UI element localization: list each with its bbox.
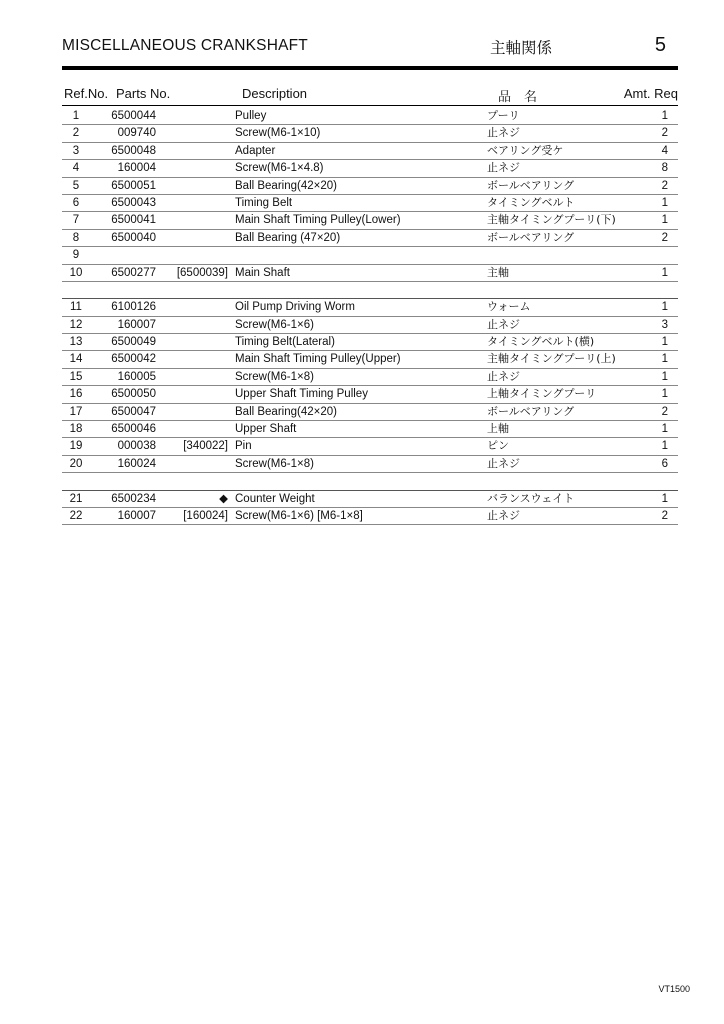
cell-description: Timing Belt (235, 196, 293, 209)
cell-ref-no: 2 (72, 127, 80, 140)
cell-amount: 1 (661, 388, 668, 401)
cell-description: Upper Shaft Timing Pulley (235, 388, 368, 401)
page-title: MISCELLANEOUS CRANKSHAFT (62, 37, 308, 54)
cell-amount: 1 (661, 266, 668, 279)
cell-amount: 1 (661, 492, 668, 505)
cell-amount: 1 (661, 301, 668, 314)
cell-ref-no: 20 (69, 457, 83, 470)
table-row (62, 317, 678, 334)
cell-amount: 1 (661, 440, 668, 453)
cell-ref-no: 18 (69, 423, 83, 436)
cell-description: Ball Bearing (47×20) (235, 231, 341, 244)
cell-description: Ball Bearing(42×20) (235, 405, 337, 418)
cell-part-no: 6500047 (111, 405, 156, 418)
cell-ref-no: 14 (69, 353, 83, 366)
table-row (62, 143, 678, 160)
cell-part-no: 6500040 (111, 231, 156, 244)
cell-amount: 2 (661, 127, 668, 140)
cell-name-jp: 止ネジ (487, 161, 520, 175)
cell-part-no: 160005 (117, 370, 156, 383)
cell-part-no: 6500044 (111, 110, 156, 122)
group-spacer (62, 473, 678, 490)
cell-part-no: 160007 (117, 318, 156, 331)
cell-alt-part-no: [160024] (183, 509, 228, 522)
cell-ref-no: 15 (69, 370, 83, 383)
cell-ref-no: 5 (72, 179, 80, 192)
parts-table (62, 108, 678, 525)
table-row (62, 299, 678, 316)
cell-description: Pin (235, 440, 252, 453)
table-row (62, 508, 678, 525)
cell-description: Pulley (235, 110, 267, 122)
cell-ref-no: 21 (69, 492, 83, 505)
cell-ref-no: 16 (69, 388, 83, 401)
cell-description: Timing Belt(Lateral) (235, 336, 335, 349)
cell-amount: 1 (661, 370, 668, 383)
cell-name-jp: タイミングベルト (487, 195, 575, 209)
cell-part-no: 6500042 (111, 353, 156, 366)
cell-description: Screw(M6-1×8) (235, 370, 314, 383)
cell-ref-no: 7 (72, 214, 80, 227)
cell-part-no: 6500048 (111, 144, 156, 157)
cell-part-no: 009740 (117, 127, 156, 140)
cell-part-no: 000038 (117, 440, 156, 453)
cell-name-jp: ピン (487, 439, 509, 453)
cell-description: Counter Weight (235, 492, 315, 505)
cell-name-jp: ウォーム (487, 300, 531, 314)
table-row (62, 438, 678, 455)
header-rule (62, 105, 678, 106)
cell-part-no: 160004 (117, 162, 156, 175)
cell-part-no: 6500041 (111, 214, 156, 227)
cell-description: Main Shaft Timing Pulley(Lower) (235, 214, 401, 227)
cell-ref-no: 9 (72, 249, 80, 262)
cell-name-jp: 上軸タイミングプーリ (487, 387, 597, 401)
table-row (62, 178, 678, 195)
table-row (62, 195, 678, 212)
cell-ref-no: 10 (69, 266, 83, 279)
cell-ref-no: 8 (72, 231, 80, 244)
cell-name-jp: 止ネジ (487, 126, 520, 140)
cell-description: Screw(M6-1×4.8) (235, 162, 324, 175)
title-rule (62, 66, 678, 70)
cell-name-jp: プーリ (487, 109, 520, 122)
cell-amount: 3 (661, 318, 668, 331)
cell-description: Upper Shaft (235, 423, 297, 436)
table-row (62, 456, 678, 473)
cell-description: Main Shaft Timing Pulley(Upper) (235, 353, 401, 366)
table-row (62, 386, 678, 403)
table-row (62, 265, 678, 282)
cell-name-jp: 上軸 (487, 422, 509, 436)
cell-name-jp: 止ネジ (487, 369, 520, 383)
cell-part-no: 6500277 (111, 266, 156, 279)
cell-name-jp: 止ネジ (487, 317, 520, 331)
footer-code: VT1500 (658, 984, 690, 994)
cell-description: Oil Pump Driving Worm (235, 301, 355, 314)
cell-part-no: 6500234 (111, 492, 156, 505)
table-row (62, 125, 678, 142)
col-header-jp: 品 名 (498, 90, 538, 105)
cell-amount: 2 (661, 509, 668, 522)
table-row (62, 491, 678, 508)
col-header-parts: Parts No. (116, 86, 171, 101)
cell-name-jp: ボールベアリング (487, 404, 575, 418)
cell-amount: 1 (661, 214, 668, 227)
cell-ref-no: 19 (69, 440, 83, 453)
col-header-description: Description (242, 86, 308, 101)
cell-description: Screw(M6-1×6) [M6-1×8] (235, 509, 363, 522)
cell-ref-no: 13 (69, 336, 83, 349)
table-row (62, 351, 678, 368)
table-row (62, 334, 678, 351)
cell-name-jp: 主軸タイミングプーリ(下) (487, 213, 616, 227)
cell-name-jp: ボールベアリング (487, 178, 575, 192)
cell-part-no: 6500049 (111, 336, 156, 349)
cell-amount: 1 (661, 353, 668, 366)
cell-description: Screw(M6-1×8) (235, 457, 314, 470)
group-spacer (62, 282, 678, 299)
cell-description: Main Shaft (235, 266, 290, 279)
cell-amount: 4 (661, 144, 668, 157)
cell-amount: 8 (661, 162, 668, 175)
cell-part-no: 6500051 (111, 179, 156, 192)
cell-ref-no: 12 (69, 318, 83, 331)
table-row (62, 230, 678, 247)
cell-part-no: 6500050 (111, 388, 156, 401)
cell-ref-no: 4 (72, 162, 80, 175)
cell-description: Screw(M6-1×10) (235, 127, 321, 140)
cell-part-no: 160024 (117, 457, 156, 470)
cell-ref-no: 6 (72, 196, 80, 209)
table-row (62, 404, 678, 421)
cell-amount: 1 (661, 423, 668, 436)
table-row (62, 421, 678, 438)
cell-amount: 6 (661, 457, 668, 470)
cell-description: Adapter (235, 144, 276, 157)
table-row (62, 108, 678, 125)
cell-amount: 2 (661, 231, 668, 244)
table-row (62, 160, 678, 177)
cell-name-jp: ボールベアリング (487, 230, 575, 244)
cell-alt-part-no: [340022] (183, 440, 228, 453)
cell-name-jp: 止ネジ (487, 456, 520, 470)
cell-amount: 1 (661, 110, 668, 122)
cell-name-jp: 主軸タイミングプーリ(上) (487, 352, 616, 366)
cell-part-no: 6100126 (111, 301, 156, 314)
cell-part-no: 6500043 (111, 196, 156, 209)
cell-part-no: 6500046 (111, 423, 156, 436)
cell-alt-part-no: [6500039] (176, 266, 228, 279)
cell-ref-no: 3 (72, 144, 80, 157)
cell-ref-no: 11 (70, 301, 82, 314)
cell-amount: 2 (661, 405, 668, 418)
cell-name-jp: タイミングベルト(横) (487, 335, 595, 349)
table-row (62, 247, 678, 264)
cell-description: Ball Bearing(42×20) (235, 179, 337, 192)
cell-name-jp: 止ネジ (487, 508, 520, 522)
col-header-amount: Amt. Req (623, 86, 678, 101)
page-title-jp: 主軸関係 (490, 39, 553, 57)
cell-name-jp: バランスウェイト (487, 491, 575, 505)
table-row (62, 369, 678, 386)
cell-ref-no: 1 (72, 110, 80, 122)
cell-description: Screw(M6-1×6) (235, 318, 314, 331)
page-number: 5 (654, 34, 666, 56)
cell-name-jp: 主軸 (487, 265, 509, 279)
cell-amount: 2 (661, 179, 668, 192)
cell-part-no: 160007 (117, 509, 156, 522)
cell-ref-no: 22 (69, 509, 83, 522)
table-row (62, 212, 678, 229)
col-header-ref: Ref.No. (64, 86, 109, 101)
cell-amount: 1 (661, 336, 668, 349)
cell-name-jp: ベアリング受ケ (487, 143, 564, 157)
cell-alt-part-no: ◆ (219, 492, 228, 505)
cell-ref-no: 17 (69, 405, 83, 418)
cell-amount: 1 (661, 196, 668, 209)
